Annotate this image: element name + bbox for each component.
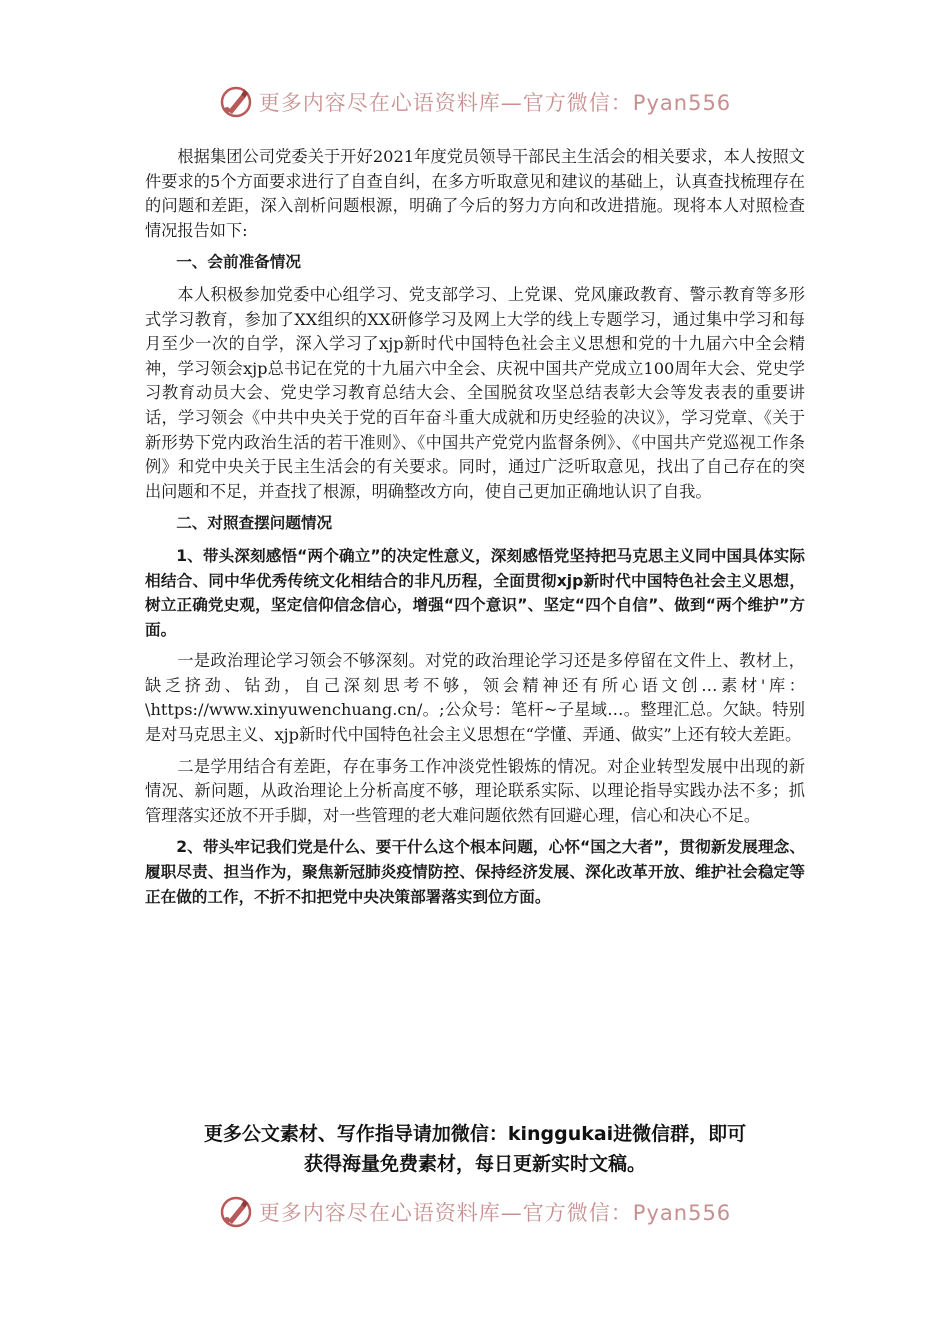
footer-banner <box>0 1192 950 1232</box>
section2-heading: 二、对照查摆问题情况 <box>176 514 333 533</box>
footer-banner-text: 更多内容尽在心语资料库—官方微信：Pyan556 <box>258 1201 732 1225</box>
point1-paragraph: 一是政治理论学习领会不够深刻。对党的政治理论学习还是多停留在文件上、教材上，缺乏挤劲、钻劲，自己深刻思考不够，领会精神还有所心语文创…素材'库：\https://www.xinyuwenchuang.cn/。;公众号：笔杆~子星域…。整理汇总。欠缺。特别是对马克思主义、xjp新时代中国特色社会主义思想在“学懂、弄通、做实”上还有较大差距。 <box>145 651 805 745</box>
intro-paragraph: 根据集团公司党委关于开好2021年度党员领导干部民主生活会的相关要求，本人按照文件要求的5个方面要求进行了自查自纠，在多方听取意见和建议的基础上，认真查找梳理存在的问题和差距，深入剖析问题根源，明确了今后的努力方向和改进措施。现将本人对照检查情况报告如下: <box>145 147 805 240</box>
point2-text: ，存在事务工作冲淡党性锻炼的情况。对企业转型发展中出现的新情况、新问题，从政治理论上分析高度不够，理论联系实际、以理论指导实践办法不多；抓管理落实还放不开手脚，对一些管理的老大难问题依然有回避心理，信心和决心不足。 <box>145 756 806 825</box>
header-banner <box>0 82 950 122</box>
point2-lead: 二是学用结合有差距 <box>177 756 327 776</box>
section1-paragraph: 本人积极参加党委中心组学习、党支部学习、上党课、党风廉政教育、警示教育等多形式学习教育，参加了XX组织的XX研修学习及网上大学的线上专题学习，通过集中学习和每月至少一次的自学，深入学习了xjp新时代中国特色社会主义思想和党的十九届六中全会精神，学习领会xjp总书记在党的十九届六中全会、庆祝中国共产党成立100周年大会、党史学习教育动员大会、党史学习教育总结大会、全国脱贫攻坚总结表彰大会等发表表的重要讲话，学习领会《中共中央关于党的百年奋斗重大成就和历史经验的决议》，学习党章、《关于新形势下党内政治生活的若干准则》、《中国共产党党内监督条例》、《中国共产党巡视工作条例》和党中央关于民主生活会的有关要求。同时，通过广泛听取意见，找出了自己存在的突出问题和不足，并查找了根源，明确整改方向，使自己更加正确地认识了自我。 <box>145 284 805 501</box>
header-banner-text: 更多内容尽在心语资料库—官方微信：Pyan556 <box>258 91 732 115</box>
point2-paragraph <box>145 755 805 829</box>
document-body <box>145 145 805 916</box>
item1-heading: 1、带头深刻感悟“两个确立”的决定性意义，深刻感悟党坚持把马克思主义同中国具体实际相结合、同中华优秀传统文化相结合的非凡历程，全面贯彻xjp新时代中国特色社会主义思想，树立正确党史观，坚定信仰信念信心，增强“四个意识”、坚定“四个自信”、做到“两个维护”方面。 <box>145 546 805 639</box>
footer-note-line2: 获得海量免费素材，每日更新实时文稿。 <box>303 1153 646 1175</box>
section1-heading: 一、会前准备情况 <box>176 253 301 272</box>
footer-note <box>120 1119 830 1179</box>
footer-note-line1: 更多公文素材、写作指导请加微信：kinggukai进微信群，即可 <box>203 1123 747 1145</box>
pen-nib-logo-icon <box>219 1195 253 1229</box>
pen-nib-logo-icon <box>219 85 253 119</box>
item2-heading: 2、带头牢记我们党是什么、要干什么这个根本问题，心怀“国之大者”，贯彻新发展理念、履职尽责、担当作为，聚焦新冠肺炎疫情防控、保持经济发展、深化改革开放、维护社会稳定等正在做的工作，不折不扣把党中央决策部署落实到位方面。 <box>145 838 805 906</box>
